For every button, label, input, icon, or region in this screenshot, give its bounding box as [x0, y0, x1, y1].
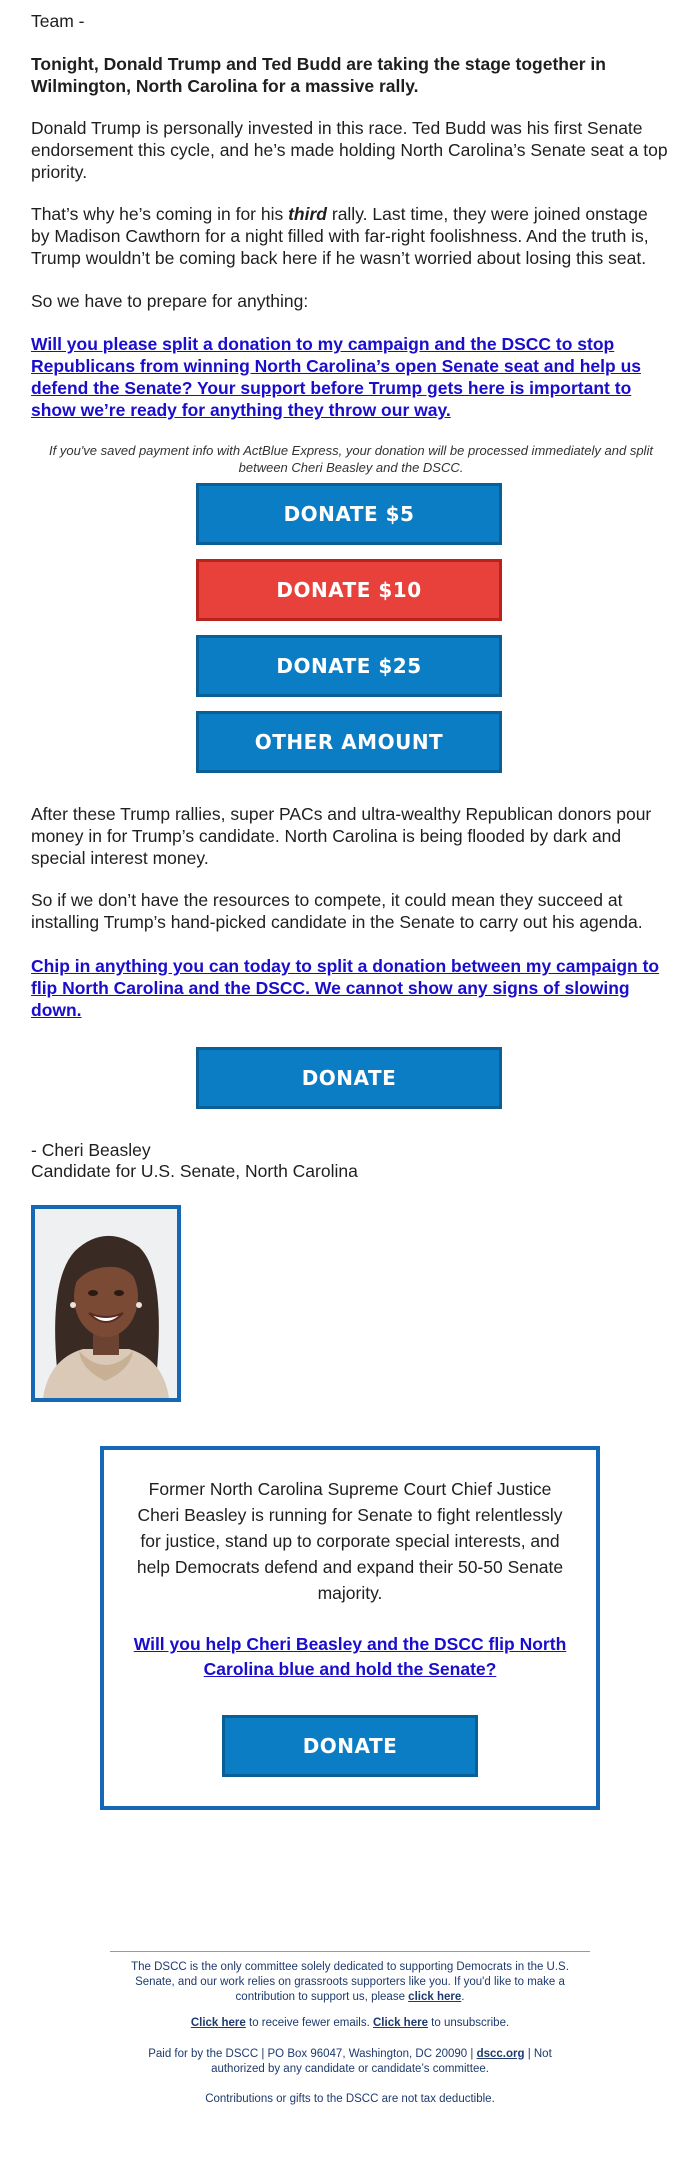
dscc-site-link[interactable]: dscc.org: [476, 2048, 525, 2060]
footer-divider: [110, 1951, 590, 1952]
greeting: Team -: [31, 11, 85, 31]
fewer-emails-link[interactable]: Click here: [190, 2017, 246, 2029]
donate-5-button[interactable]: DONATE $5: [196, 483, 502, 545]
paragraph-resources: So if we don’t have the resources to compete, it could mean they succeed at installing Trump’s hand-picked candidate in the Senate to carry out his agenda.: [31, 890, 643, 932]
donate-button[interactable]: DONATE: [196, 1047, 502, 1109]
paragraph-prepare: So we have to prepare for anything:: [31, 291, 309, 311]
footer-tax-note: Contributions or gifts to the DSCC are not tax deductible.: [205, 2093, 495, 2105]
candidate-photo: [31, 1205, 181, 1402]
footer-contribute-link[interactable]: click here: [408, 1991, 462, 2003]
paragraph-third-rally: That’s why he’s coming in for his third rally. Last time, they were joined onstage by Madison Cawthorn for a night filled with far-right foolishness. And the truth is, Trump wouldn’t be coming back here if he wasn’t worried about losing this seat.: [31, 204, 649, 268]
footer-email-preferences: Click here to receive fewer emails. Click here to unsubscribe.: [190, 2017, 510, 2029]
candidate-portrait-illustration: [35, 1209, 177, 1398]
candidate-bio: Former North Carolina Supreme Court Chief Justice Cheri Beasley is running for Senate to fight relentlessly for justice, stand up to corporate special interests, and help Democrats defend and expand their 50-50 Senate majority.: [136, 1479, 564, 1603]
emphasis-third: third: [288, 204, 327, 224]
candidate-info-box: [100, 1446, 600, 1810]
signature-name: - Cheri Beasley: [31, 1140, 151, 1160]
headline: Tonight, Donald Trump and Ted Budd are taking the stage together in Wilmington, North Carolina for a massive rally.: [31, 54, 606, 96]
paragraph-invested: Donald Trump is personally invested in this race. Ted Budd was his first Senate endorsement this cycle, and he’s made holding North Carolina’s Senate seat a top priority.: [31, 118, 668, 182]
unsubscribe-link[interactable]: Click here: [373, 2017, 428, 2029]
donate-25-button[interactable]: DONATE $25: [196, 635, 502, 697]
donation-ask-link[interactable]: Will you please split a donation to my campaign and the DSCC to stop Republicans from winning North Carolina’s open Senate seat and help us defend the Senate? Your support before Trump gets here is important to show we’re ready for anything they throw our way.: [31, 334, 641, 420]
footer-dscc-info: The DSCC is the only committee solely dedicated to supporting Democrats in the U.S. Senate, and our work relies on grassroots supporters like you. If you'd like to make a contribution to support us, please click here.: [131, 1961, 569, 2003]
footer-paid-for: Paid for by the DSCC | PO Box 96047, Washington, DC 20090 | dscc.org | Not authorized by any candidate or candidate’s committee.: [148, 2048, 552, 2075]
other-amount-button[interactable]: OTHER AMOUNT: [196, 711, 502, 773]
flip-north-carolina-link[interactable]: Will you help Cheri Beasley and the DSCC flip North Carolina blue and hold the Senate?: [133, 1634, 567, 1679]
signature-title: Candidate for U.S. Senate, North Carolina: [31, 1161, 358, 1181]
donate-box-button[interactable]: DONATE: [222, 1715, 478, 1777]
actblue-express-note: If you've saved payment info with ActBlue Express, your donation will be processed immediately and split between Cheri Beasley and the DSCC.: [49, 443, 653, 475]
paragraph-super-pacs: After these Trump rallies, super PACs and ultra-wealthy Republican donors pour money in for Trump’s candidate. North Carolina is being flooded by dark and special interest money.: [31, 804, 652, 868]
chip-in-link[interactable]: Chip in anything you can today to split a donation between my campaign to flip North Carolina and the DSCC. We cannot show any signs of slowing down.: [31, 956, 660, 1020]
donate-10-button[interactable]: DONATE $10: [196, 559, 502, 621]
